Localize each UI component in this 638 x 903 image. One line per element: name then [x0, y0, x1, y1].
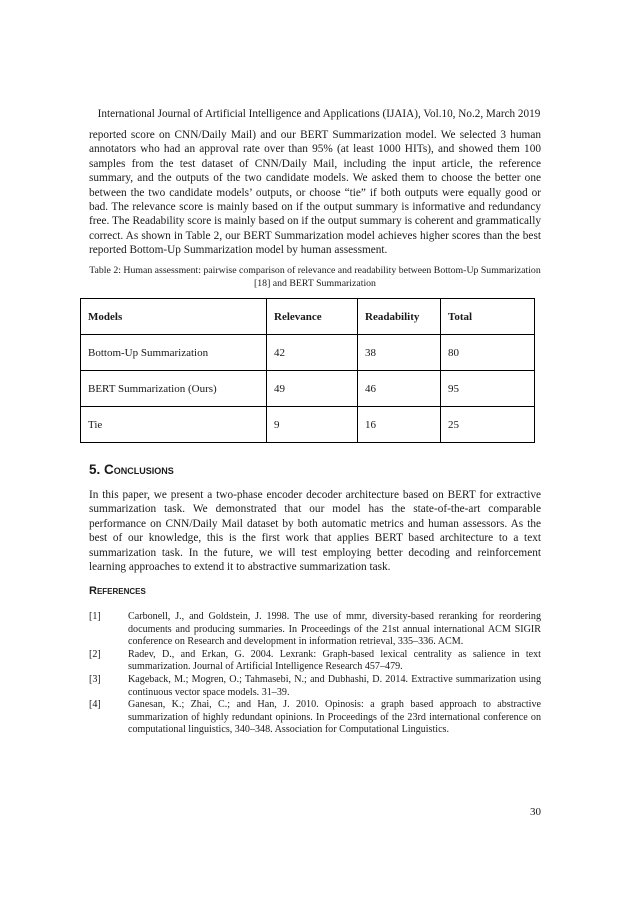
cell-relevance: 42	[267, 335, 358, 371]
reference-number: [2]	[89, 648, 101, 660]
journal-header: International Journal of Artificial Intelligence and Applications (IJAIA), Vol.10, No.2, March 2019	[97, 108, 541, 120]
reference-text: Radev, D., and Erkan, G. 2004. Lexrank: Graph-based lexical centrality as salience in text summarization. Journal of Artificial Intelligence Research 457–479.	[128, 648, 541, 673]
header-models: Models	[81, 299, 267, 335]
reference-item	[89, 611, 541, 649]
reference-list	[89, 611, 541, 737]
cell-relevance: 49	[267, 371, 358, 407]
reference-number: [4]	[89, 699, 101, 711]
cell-readability: 16	[358, 407, 441, 443]
cell-model: Tie	[81, 407, 267, 443]
table-caption: Table 2: Human assessment: pairwise comparison of relevance and readability between Bottom-Up Summarization [18] and BERT Summarization	[89, 265, 541, 289]
table-header-row	[81, 299, 535, 335]
cell-readability: 38	[358, 335, 441, 371]
cell-total: 80	[441, 335, 535, 371]
header-readability: Readability	[358, 299, 441, 335]
header-relevance: Relevance	[267, 299, 358, 335]
reference-number: [3]	[89, 673, 101, 685]
cell-readability: 46	[358, 371, 441, 407]
cell-model: Bottom-Up Summarization	[81, 335, 267, 371]
table-row	[81, 371, 535, 407]
reference-text: Ganesan, K.; Zhai, C.; and Han, J. 2010. Opinosis: a graph based approach to abstractive summarization of highly redundant opinions. In Proceedings of the 23rd international conference on computational linguistics, 340–348. Association for Computational Linguistics.	[128, 699, 541, 736]
header-total: Total	[441, 299, 535, 335]
reference-text: Carbonell, J., and Goldstein, J. 1998. The use of mmr, diversity-based reranking for reordering documents and producing summaries. In Proceedings of the 21st annual international ACM SIGIR conference on Research and development in information retrieval, 335–336. ACM.	[128, 611, 541, 648]
cell-total: 95	[441, 371, 535, 407]
page-number: 30	[530, 806, 541, 818]
body-paragraph: reported score on CNN/Daily Mail) and our BERT Summarization model. We selected 3 human annotators who had an approval rate over than 95% (at least 1000 HITs), and showed them 100 samples from the test dataset of CNN/Daily Mail, including the input article, the reference summary, and the outputs of the two candidate models. We asked them to choose the better one between the two candidate models’ outputs, or choose “tie” if both outputs were equally good or bad. The relevance score is mainly based on if the output summary is informative and redundancy free. The Readability score is mainly based on if the output summary is coherent and grammatically correct. As shown in Table 2, our BERT Summarization model achieves higher scores than the best reported Bottom-Up Summarization model by human assessment.	[89, 129, 541, 257]
cell-model: BERT Summarization (Ours)	[81, 371, 267, 407]
reference-text: Kageback, M.; Mogren, O.; Tahmasebi, N.; and Dubhashi, D. 2014. Extractive summarization using continuous vector space models. 31–39.	[128, 673, 541, 698]
references-heading: References	[89, 585, 146, 597]
section-title: Conclusions	[104, 462, 174, 477]
cell-relevance: 9	[267, 407, 358, 443]
section-heading-conclusions	[89, 462, 174, 477]
conclusions-paragraph: In this paper, we present a two-phase encoder decoder architecture based on BERT for extractive summarization task. We demonstrated that our model has the state-of-the-art comparable performance on CNN/Daily Mail dataset by both automatic metrics and human assessors. As the best of our knowledge, this is the first work that applies BERT based architecture to a text summarization task. In the future, we will test employing better decoding and reinforcement learning approaches to extend it to abstractive summarization task.	[89, 489, 541, 574]
reference-item	[89, 649, 541, 674]
cell-total: 25	[441, 407, 535, 443]
table-row	[81, 407, 535, 443]
results-table	[80, 298, 535, 443]
reference-number: [1]	[89, 611, 101, 622]
table-row	[81, 335, 535, 371]
section-number: 5.	[89, 462, 105, 477]
reference-item	[89, 699, 541, 737]
reference-item	[89, 674, 541, 699]
